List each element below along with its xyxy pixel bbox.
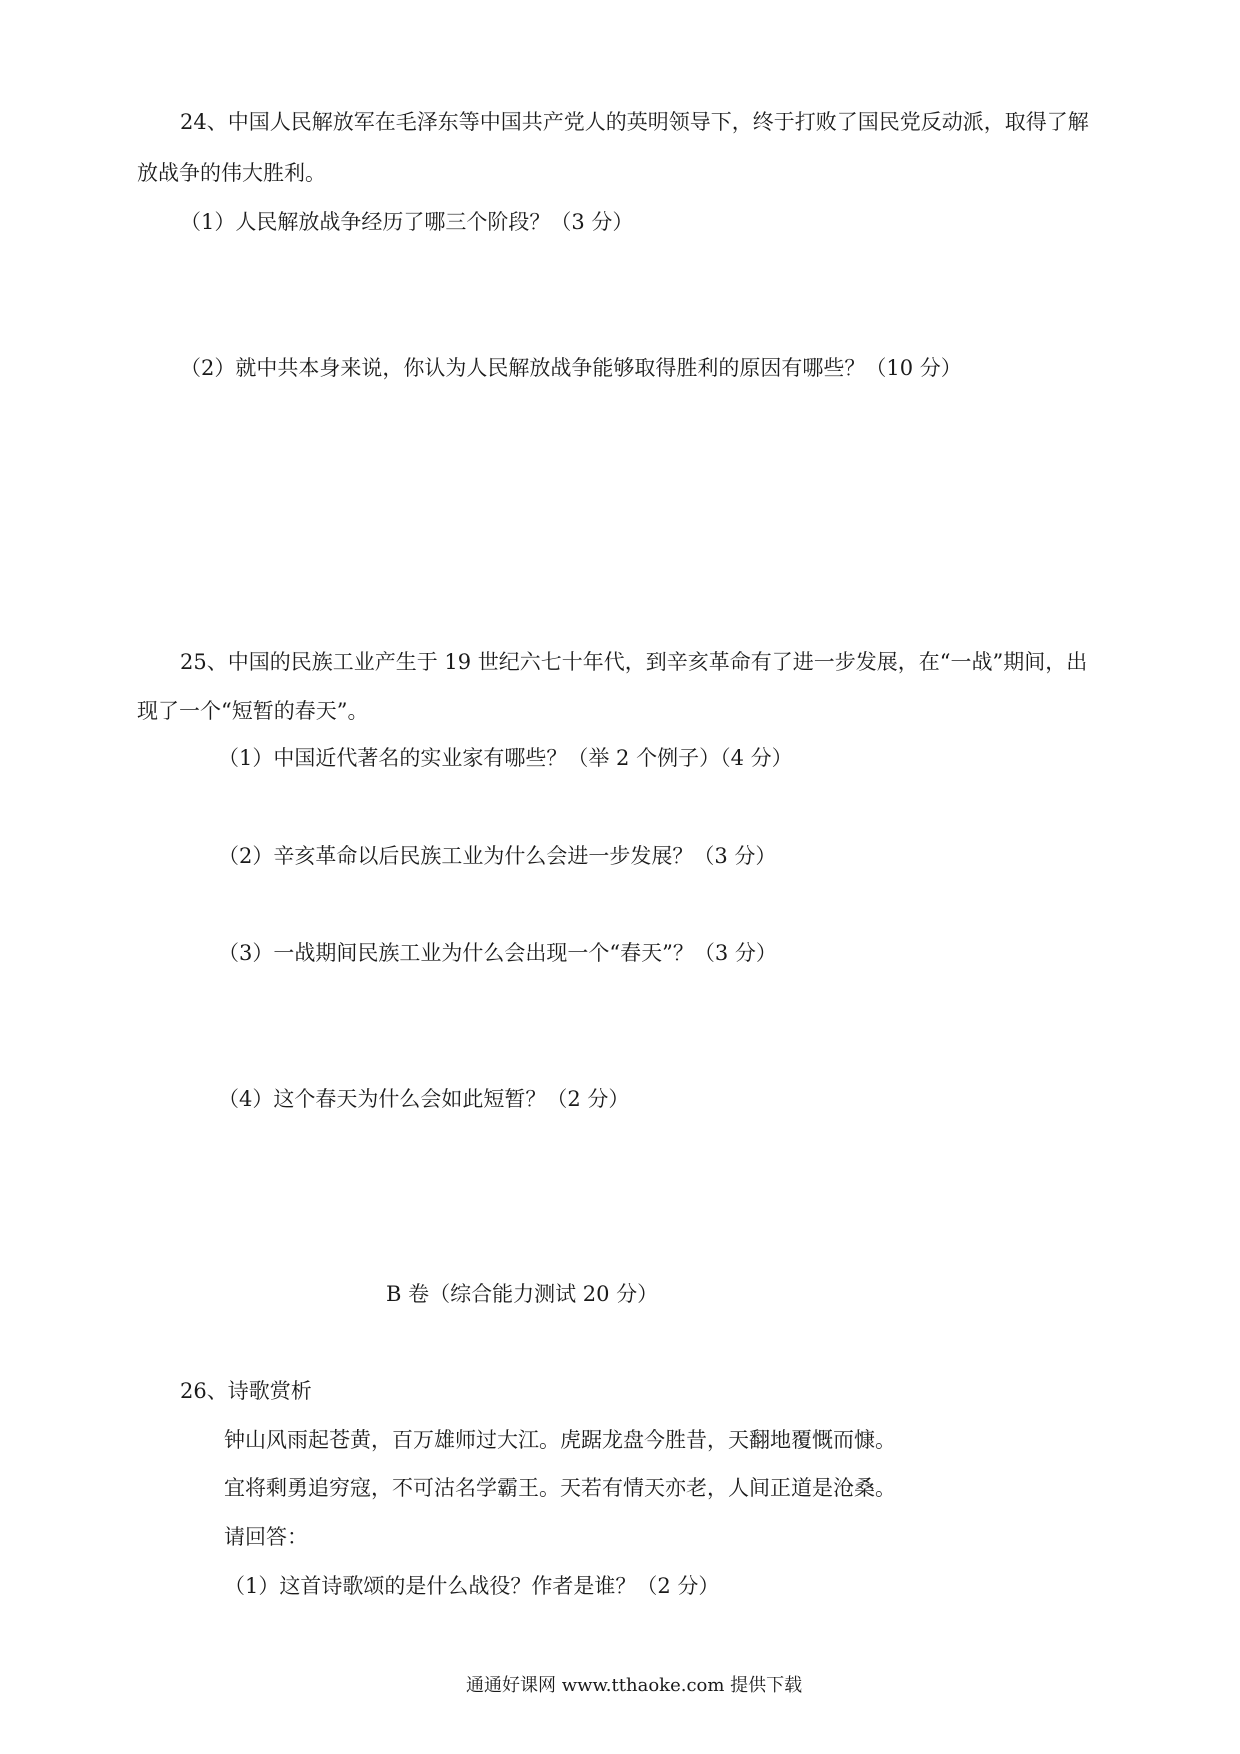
q24-intro-line2: 放战争的伟大胜利。: [137, 161, 326, 185]
q25-intro-line1: 25、中国的民族工业产生于 19 世纪六七十年代，到辛亥革命有了进一步发展，在“一战”期间，出: [180, 650, 1088, 674]
q25-sub3: （3）一战期间民族工业为什么会出现一个“春天”？（3 分）: [218, 941, 777, 965]
q25-intro-line2: 现了一个“短暂的春天”。: [137, 699, 369, 723]
q26-poem-line1: 钟山风雨起苍黄，百万雄师过大江。虎踞龙盘今胜昔，天翻地覆慨而慷。: [224, 1428, 896, 1452]
q26-sub1: （1）这首诗歌颂的是什么战役？作者是谁？（2 分）: [224, 1574, 720, 1598]
q24-sub2: （2）就中共本身来说，你认为人民解放战争能够取得胜利的原因有哪些？（10 分）: [180, 356, 962, 380]
q26-prompt: 请回答：: [224, 1525, 308, 1549]
q25-sub2: （2）辛亥革命以后民族工业为什么会进一步发展？（3 分）: [218, 844, 777, 868]
q24-sub1: （1）人民解放战争经历了哪三个阶段？（3 分）: [180, 210, 634, 234]
q26-poem-line2: 宜将剩勇追穷寇，不可沽名学霸王。天若有情天亦老，人间正道是沧桑。: [224, 1476, 896, 1500]
q25-sub4: （4）这个春天为什么会如此短暂？（2 分）: [218, 1087, 630, 1111]
q26-heading: 26、诗歌赏析: [180, 1379, 312, 1403]
q25-sub1: （1）中国近代著名的实业家有哪些？（举 2 个例子）（4 分）: [218, 746, 793, 770]
page-footer: 通通好课网 www.tthaoke.com 提供下载: [466, 1675, 803, 1696]
q24-intro-line1: 24、中国人民解放军在毛泽东等中国共产党人的英明领导下，终于打败了国民党反动派，取得了解: [180, 110, 1089, 134]
section-b-title: B 卷（综合能力测试 20 分）: [386, 1282, 659, 1306]
